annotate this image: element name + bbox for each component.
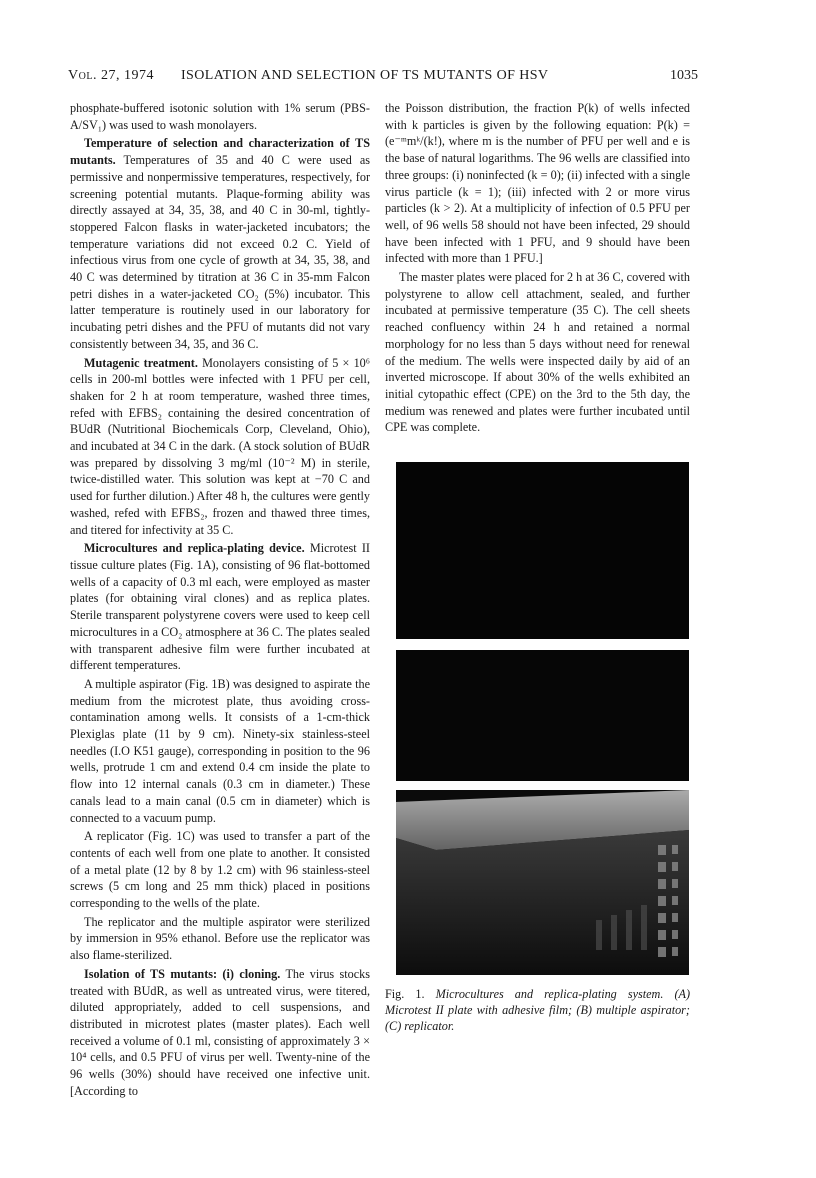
figure-caption [385,986,690,1034]
paragraph: A multiple aspirator (Fig. 1B) was designed to aspirate the medium from the microtest plate, thus avoiding cross-contamination among wells. It consists of a 1-cm-thick Plexiglas plate (11 by 9 cm). Ninety-six stainless-steel needles (I.O K51 gauge), corresponding in position to the 96 wells, protrude 1 cm and extend 0.4 cm inside the plate to flow into 12 internal canals (0.3 cm in diameter.) These canals lead to a main canal (0.5 cm in diameter) which is connected to a vacuum pump. [70,676,370,825]
page-number: 1035 [670,68,698,83]
paragraph: The master plates were placed for 2 h at 36 C, covered with polystyrene to allow cell attachment, sealed, and further incubated at permissive temperature (35 C). The cell sheets reached confluency within 24 h and retained a normal morphology for no less than 5 days without need for renewal of the medium. The wells were inspected daily by aid of an inverted microscope. If about 30% of the wells exhibited an initial cytopathic effect (CPE) on the 3rd to the 5th day, the medium was renewed and plates were further incubated until CPE was complete. [385,270,690,435]
section-run-in-heading: Isolation of TS mutants: (i) cloning. [84,966,281,981]
figure-1a-photo [396,462,689,639]
right-column [385,100,690,436]
left-column [70,100,370,1099]
paragraph [70,966,370,1100]
figure-caption-text: Microcultures and replica-plating system. (A) Microtest II plate with adhesive film; (B) multiple aspirator; (C) replicator. [385,987,691,1033]
section-run-in-heading: Mutagenic treatment. [84,355,198,370]
paragraph-text: Monolayers consisting of 5 × 10⁶ cells in 200-ml bottles were infected with 1 PFU per cell, shaken for 2 h at room temperature, washed three times, refed with EFBS₂ containing the desired concentration of BUdR (Nutritional Biochemicals Corp, Cleveland, Ohio), and incubated at 34 C in the dark. (A stock solution of BUdR was prepared by dissolving 3 mg/ml (10⁻² M) in sterile, twice-distilled water. This solution was kept at −70 C and used for further dilution.) After 48 h, the cultures were gently washed, refed with EFBS₂, frozen and thawed three times, and titered for infectivity at 35 C. [70,355,371,537]
journal-volume: Vol. 27, 1974 [68,68,154,83]
paragraph: the Poisson distribution, the fraction P(k) of wells infected with k particles is given by the following equation: P(k) = (e⁻ᵐmᵏ/(k!), where m is the number of PFU per well and e is the base of natural logarithms. The 96 wells are classified into three groups: (i) noninfected (k = 0); (ii) infected with a single virus particle (k = 1); (iii) infected with 2 or more virus particles (k > 2). At a multiplicity of infection of 0.5 PFU per well, of 96 wells 58 should not have been infected, 29 should have been infected with 1 PFU, and 9 should have been infected with more than 1 PFU.] [385,101,690,266]
running-header [68,68,698,90]
section-run-in-heading: Microcultures and replica-plating device. [84,541,305,556]
paragraph: phosphate-buffered isotonic solution with 1% serum (PBS-A/SV₁) was used to wash monolayers. [70,101,370,132]
figure-1b-photo [396,650,689,781]
paragraph [70,135,370,352]
running-title: ISOLATION AND SELECTION OF TS MUTANTS OF HSV [181,68,549,83]
paragraph-text: The virus stocks treated with BUdR, as well as untreated virus, were titered, diluted appropriately, added to cell suspensions, and distributed in microtest plates (master plates). Each well received a volume of 0.1 ml, consisting of approximately 3 × 10⁴ cells, and 0.5 PFU of virus per well. Twenty-nine of the 96 wells (30%) should have received one infective unit. [According to [70,966,370,1098]
paragraph [70,355,370,539]
paragraph: A replicator (Fig. 1C) was used to transfer a part of the contents of each well from one plate to another. It consisted of a metal plate (12 by 8 by 1.2 cm) with 96 stainless-steel screws (5 cm long and 25 mm thick) placed in positions corresponding to the wells of the plate. [70,829,370,911]
paragraph-text: Microtest II tissue culture plates (Fig. 1A), consisting of 96 flat-bottomed wells of a capacity of 0.3 ml each, were employed as master plates (for obtaining viral clones) and as replica plates. Sterile transparent polystyrene covers were used to keep cell microcultures in a CO₂ atmosphere at 36 C. The plates sealed with transparent adhesive film were further incubated at different temperatures. [70,541,370,673]
section-run-in-heading: Temperature of selection and characterization of TS mutants. [70,136,370,168]
paragraph-text: Temperatures of 35 and 40 C were used as permissive and nonpermissive temperatures, respectively, for screening potential mutants. Plaque-forming ability was directly assayed at 34, 35, 38, and 40 C in 30-ml, tightly-stoppered Falcon flasks in water-jacketed incubators; the temperature variations did not exceed 0.2 C. Yield of infectious virus from one cycle of growth at 34, 35, 38, and 40 C was determined by titration at 36 C in 35-mm Falcon petri dishes in a water-jacketed CO₂ (5%) incubator. This latter temperature is routinely used in our laboratory for incubating petri dishes and the PFU of mutants did not vary consistently between 34, 35, and 36 C. [70,153,370,351]
paragraph: The replicator and the multiple aspirator were sterilized by immersion in 95% ethanol. Before use the replicator was also flame-sterilized. [70,914,370,963]
replicator-illustration [396,790,689,975]
paragraph [70,540,370,674]
figure-label: Fig. 1. [385,987,425,1001]
figure-1c-photo [396,790,689,975]
